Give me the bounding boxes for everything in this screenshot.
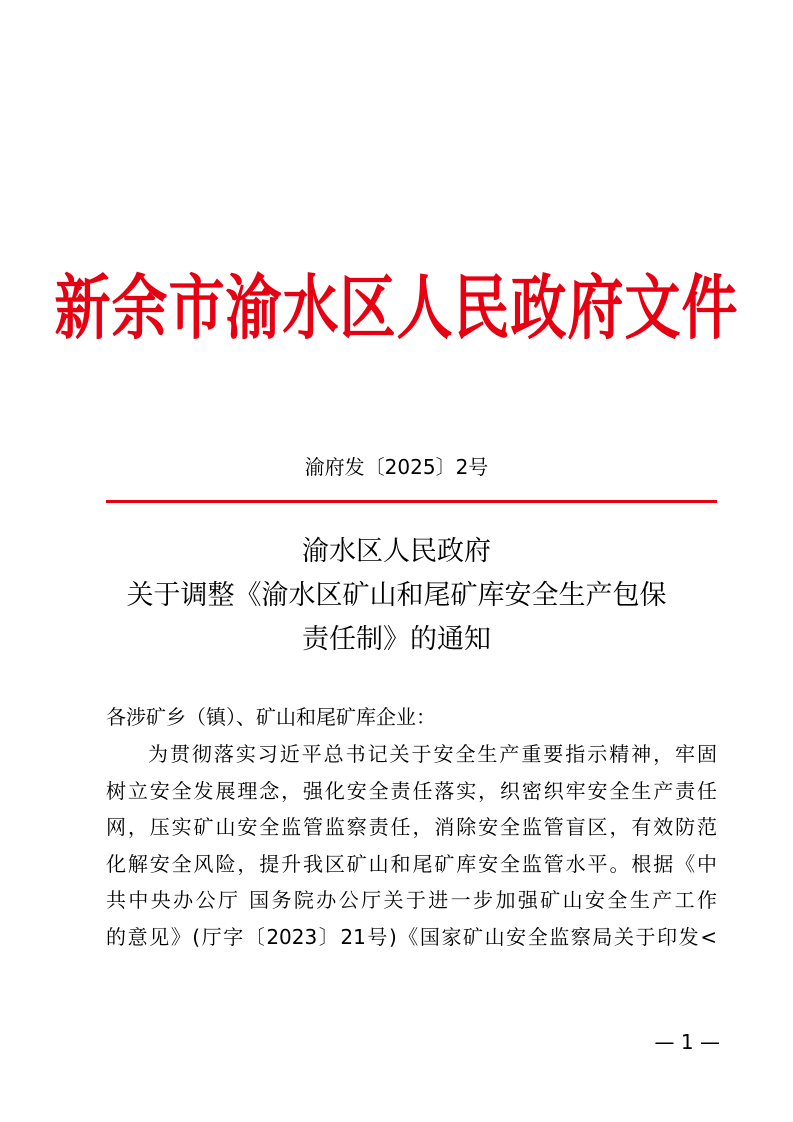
salutation: 各涉矿乡（镇）、矿山和尾矿库企业： [106,705,436,729]
body-line: 的意见》(厅字〔2023〕21号)《国家矿山安全监察局关于印发< [106,924,717,949]
body-line: 树立安全发展理念，强化安全责任落实，织密织牢安全生产责任 [106,778,717,803]
body-line: 化解安全风险，提升我区矿山和尾矿库安全监管水平。根据《中 [106,851,717,876]
title-line: 关于调整《渝水区矿山和尾矿库安全生产包保 [126,580,667,611]
title-line: 渝水区人民政府 [302,536,491,567]
body-line: 网，压实矿山安全监管监察责任，消除安全监管盲区，有效防范 [106,815,717,840]
body-paragraph [106,736,717,956]
body-line: 为贯彻落实习近平总书记关于安全生产重要指示精神，牢固 [148,742,717,766]
title-line: 责任制》的通知 [302,624,491,655]
page-number: — 1 — [654,1030,720,1054]
body-line: 共中央办公厅 国务院办公厅关于进一步加强矿山安全生产工作 [106,888,717,913]
document-title [90,530,703,662]
red-separator-line [106,500,717,503]
document-number: 渝府发〔2025〕2号 [304,455,489,479]
document-masthead: 新余市渝水区人民政府文件 [54,266,739,350]
